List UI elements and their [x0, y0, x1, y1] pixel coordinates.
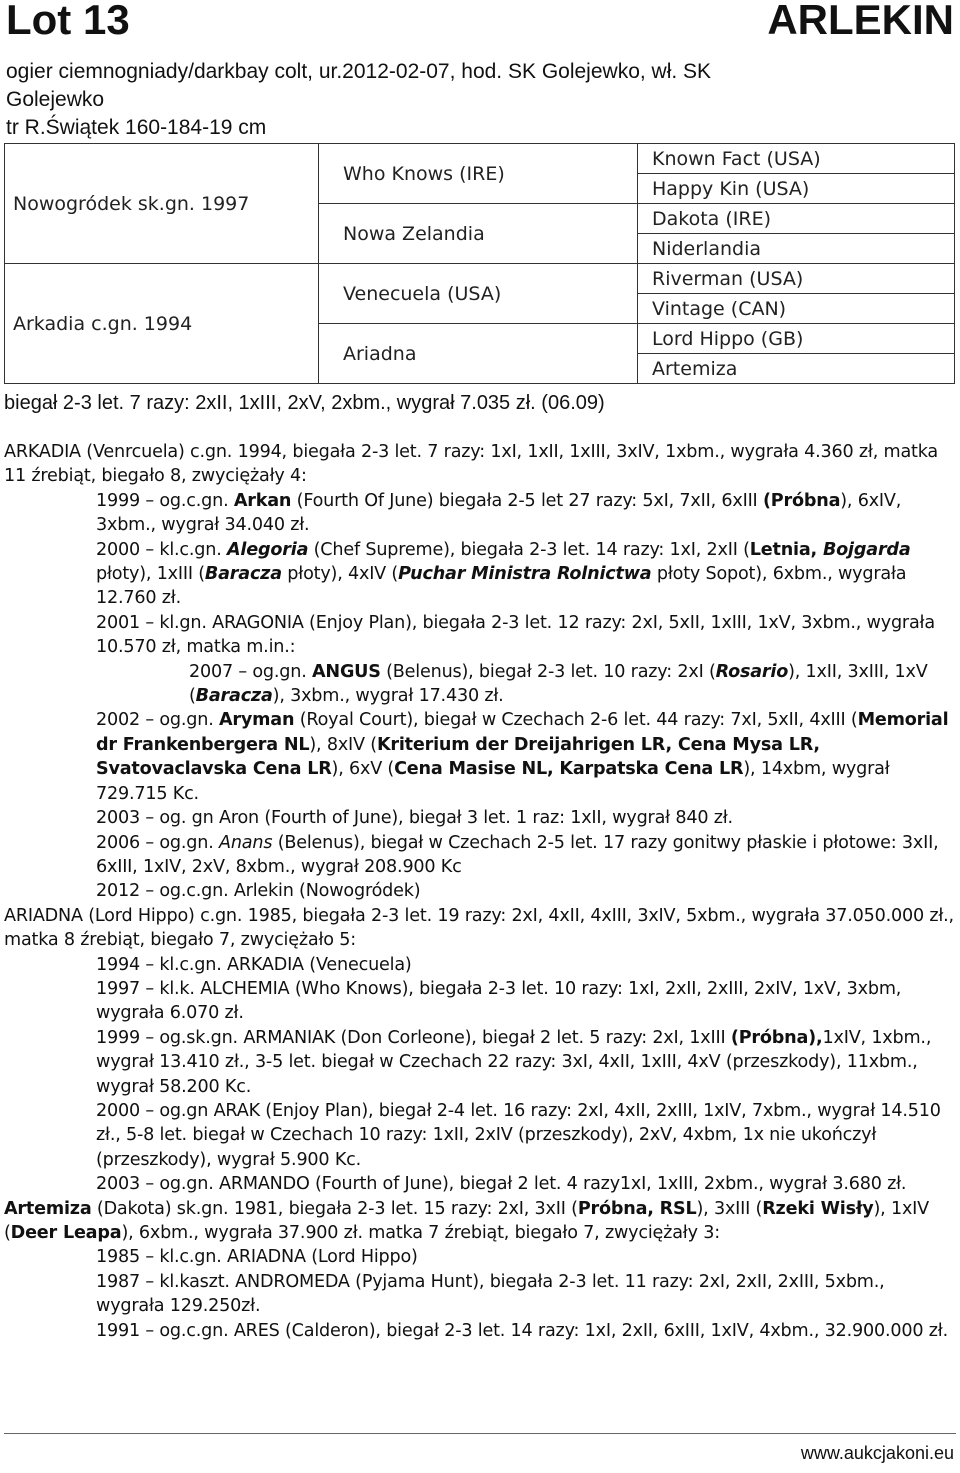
great-grandparent-5: Riverman (USA) [638, 264, 955, 294]
horse-name: ARLEKIN [767, 0, 954, 43]
list-item: 1999 – og.c.gn. Arkan (Fourth Of June) biegała 2-5 let 27 razy: 5xI, 7xII, 6xIII (Próbna), 6xIV, 3xbm., wygrał 34.040 zł. [96, 490, 902, 536]
great-granddam-paragraph: Artemiza (Dakota) sk.gn. 1981, biegała 2-3 let. 15 razy: 2xI, 3xII (Próbna, RSL), 3xIII (Rzeki Wisły), 1xIV (Deer Leapa), 6xbm., wygrała 37.900 zł. matka 7 źrebiąt, biegało 7, zwyciężały 3: [4, 1198, 929, 1243]
grandparent-4: Ariadna [319, 324, 638, 384]
list-item: 1999 – og.sk.gn. ARMANIAK (Don Corleone), biegał 2 let. 5 razy: 2xI, 1xIII (Próbna),1xIV, 1xbm., wygrał 13.410 zł., 3-5 let. biegał w Czechach 22 razy: 3xI, 4xII, 1xIII, 4xV (przeszkody), 11xbm., wygrał 58.200 Kc. [96, 1027, 932, 1097]
description-line-1: ogier ciemnogniady/darkbay colt, ur.2012-02-07, hod. SK Golejewko, wł. SK Golejewko [6, 60, 712, 111]
dam-paragraph: ARKADIA (Venrcuela) c.gn. 1994, biegała 2-3 let. 7 razy: 1xI, 1xII, 1xIII, 3xIV, 1xbm., wygrała 4.360 zł, matka 11 źrebiąt, biegało 8, zwyciężały 4: [4, 442, 938, 487]
race-record: biegał 2-3 let. 7 razy: 2xII, 1xIII, 2xV, 2xbm., wygrał 7.035 zł. (06.09) [4, 392, 605, 414]
footer-divider [4, 1433, 956, 1434]
list-item: 2000 – kl.c.gn. Alegoria (Chef Supreme), biegała 2-3 let. 14 razy: 1xI, 2xII (Letnia, Bojgarda płoty), 1xIII (Baracza płoty), 4xIV (Puchar Ministra Rolnictwa płoty Sopot), 6xbm., wygrała 12.760 zł. [96, 539, 911, 609]
list-item: 2002 – og.gn. Aryman (Royal Court), biegał w Czechach 2-6 let. 44 razy: 7xI, 5xII, 4xIII (Memorial dr Frankenbergera NL), 8xIV (Kriterium der Dreijahrigen LR, Cena Mysa LR, Svatovaclavska Cena LR), 6xV (Cena Masise NL, Karpatska Cena LR), 14xbm, wygrał 729.715 Kc. [96, 710, 949, 804]
list-item: 1991 – og.c.gn. ARES (Calderon), biegał 2-3 let. 14 razy: 1xI, 2xII, 6xIII, 1xIV, 4xbm., 32.900.000 zł. [96, 1320, 948, 1341]
great-grandparent-3: Dakota (IRE) [638, 204, 955, 234]
great-grandparent-4: Niderlandia [638, 234, 955, 264]
granddam-paragraph: ARIADNA (Lord Hippo) c.gn. 1985, biegała 2-3 let. 19 razy: 2xI, 4xII, 4xIII, 3xIV, 5xbm., wygrała 37.050.000 zł., matka 8 źrebiąt, biegało 7, zwyciężało 5: [4, 905, 954, 951]
great-grandparent-1: Known Fact (USA) [638, 144, 955, 174]
family-history [4, 440, 956, 1343]
dam-cell: Arkadia c.gn. 1994 [5, 264, 319, 384]
list-item: 2012 – og.c.gn. Arlekin (Nowogródek) [96, 881, 421, 902]
list-item: 1997 – kl.k. ALCHEMIA (Who Knows), biegała 2-3 let. 10 razy: 1xI, 2xII, 2xIII, 2xIV, 1xV, 3xbm, wygrała 6.070 zł. [96, 978, 902, 1024]
list-item: 1987 – kl.kaszt. ANDROMEDA (Pyjama Hunt), biegała 2-3 let. 11 razy: 2xI, 2xII, 2xIII, 5xbm., wygrała 129.250zł. [96, 1271, 885, 1317]
footer-url[interactable]: www.aukcjakoni.eu [800, 1443, 954, 1463]
list-item: 2003 – og. gn Aron (Fourth of June), biegał 3 let. 1 raz: 1xII, wygrał 840 zł. [96, 808, 733, 829]
list-item: 2001 – kl.gn. ARAGONIA (Enjoy Plan), biegała 2-3 let. 12 razy: 2xI, 5xII, 1xIII, 1xV, 3xbm., wygrała 10.570 zł, matka m.in.: [96, 612, 935, 658]
grandparent-1: Who Knows (IRE) [319, 144, 638, 204]
sire-cell: Nowogródek sk.gn. 1997 [5, 144, 319, 264]
list-item: 2000 – og.gn ARAK (Enjoy Plan), biegał 2-4 let. 16 razy: 2xI, 4xII, 2xIII, 1xIV, 7xbm., wygrał 14.510 zł., 5-8 let. biegał w Czechach 10 razy: 1xII, 2xIV (przeszkody), 2xV, 4xbm, 1x nie ukończył (przeszkody), wygrał 5.900 Kc. [96, 1100, 941, 1170]
description-line-2: tr R.Świątek 160-184-19 cm [6, 116, 267, 139]
great-grandparent-8: Artemiza [638, 354, 955, 384]
great-grandparent-2: Happy Kin (USA) [638, 174, 955, 204]
horse-description [6, 58, 806, 142]
grandparent-3: Venecuela (USA) [319, 264, 638, 324]
list-item: 2007 – og.gn. ANGUS (Belenus), biegał 2-3 let. 10 razy: 2xI (Rosario), 1xII, 3xIII, 1xV (Baracza), 3xbm., wygrał 17.430 zł. [189, 661, 928, 707]
grandparent-2: Nowa Zelandia [319, 204, 638, 264]
lot-number: Lot 13 [6, 0, 130, 43]
list-item: 1985 – kl.c.gn. ARIADNA (Lord Hippo) [96, 1247, 418, 1268]
great-grandparent-7: Lord Hippo (GB) [638, 324, 955, 354]
list-item: 2006 – og.gn. Anans (Belenus), biegał w Czechach 2-5 let. 17 razy gonitwy płaskie i płotowe: 3xII, 6xIII, 1xIV, 2xV, 8xbm., wygrał 208.900 Kc [96, 832, 939, 877]
pedigree-table [4, 143, 955, 384]
list-item: 1994 – kl.c.gn. ARKADIA (Venecuela) [96, 954, 412, 975]
great-grandparent-6: Vintage (CAN) [638, 294, 955, 324]
list-item: 2003 – og.gn. ARMANDO (Fourth of June), biegał 2 let. 4 razy1xI, 1xIII, 2xbm., wygrał 3.680 zł. [96, 1174, 907, 1195]
